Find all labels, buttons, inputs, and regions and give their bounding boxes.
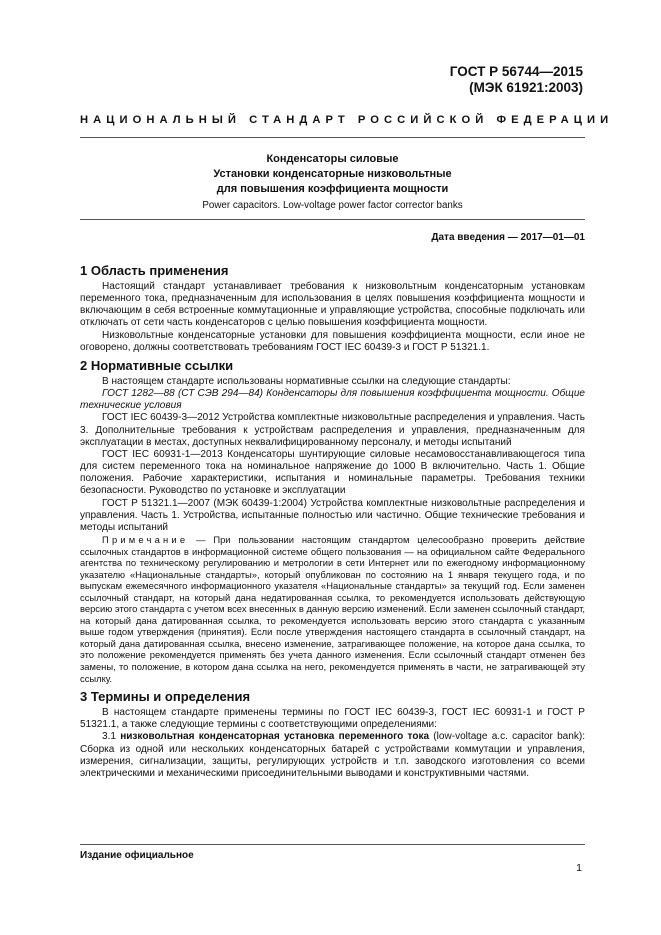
note-label: Примечание bbox=[102, 533, 189, 545]
title-line-2: Установки конденсаторные низковольтные bbox=[213, 168, 452, 180]
section-2-paragraph-1: В настоящем стандарте использованы нормативные ссылки на следующие стандарты: bbox=[102, 375, 511, 387]
title-line-1: Конденсаторы силовые bbox=[266, 153, 399, 165]
standard-number-block bbox=[450, 64, 583, 96]
term-number: 3.1 bbox=[102, 731, 121, 743]
title-line-3: для повышения коэффициента мощности bbox=[216, 183, 449, 195]
page-number: 1 bbox=[576, 862, 582, 874]
introduction-date: Дата введения — 2017—01—01 bbox=[431, 232, 585, 243]
iec-number: (МЭК 61921:2003) bbox=[469, 80, 583, 95]
section-2-reference-gost-1282: ГОСТ 1282—88 (СТ СЭВ 294—84) Конденсаторы для повышения коэффициента мощности. Общие технические условия bbox=[80, 388, 585, 412]
document-body bbox=[80, 262, 585, 780]
section-2-reference-iec-60931-1: ГОСТ IEC 60931-1—2013 Конденсаторы шунтирующие силовые несамовосстанавливающегося типа для систем переменного тока на номинальное напряжение до 1000 В включительно. Часть 1. Общие положения. Рабочие характеристики, испытания и номинальные параметры. Требования техники безопасности. Руководство по установке и эксплуатации bbox=[80, 448, 585, 497]
footer-divider bbox=[80, 844, 585, 845]
section-2-reference-iec-60439-3: ГОСТ IEC 60439-3—2012 Устройства комплектные низковольтные распределения и управления. Часть 3. Дополнительные требования к устройствам распределения и управления, предназначенным для эксплуатации в местах, доступных неквалифицированному персоналу, и методы испытаний bbox=[80, 412, 585, 448]
section-2-note bbox=[80, 534, 585, 684]
national-standard-banner: НАЦИОНАЛЬНЫЙ СТАНДАРТ РОССИЙСКОЙ ФЕДЕРАЦИИ bbox=[80, 114, 614, 126]
section-1-paragraph-1: Настоящий стандарт устанавливает требования к низковольтным конденсаторным установкам переменного тока, предназначенным для использования в целях повышения коэффициента мощности и включающим в себя встроенные коммутационные и управляющие устройства, способные подключать или отключать от сети часть конденсаторов с целью повышения коэффициента мощности. bbox=[80, 281, 585, 329]
header-divider bbox=[80, 137, 585, 138]
title-block bbox=[80, 152, 585, 213]
title-divider bbox=[80, 219, 585, 220]
note-text: — При пользовании настоящим стандартом целесообразно проверить действие ссылочных стандартов в информационной системе общего пользования — на официальном сайте Федерального агентства по техническому регулированию и метрологии в сети Интернет или по ежегодному информационному указателю «Национальные стандарты», который опубликован по состоянию на 1 января текущего года, и по выпускам ежемесячного информационного указателя «Национальные стандарты» за текущий год. Если заменен ссылочный стандарт, на который дана недатированная ссылка, то рекомендуется использовать действующую версию этого стандарта с учетом всех внесенных в данную версию изменений. Если заменен ссылочный стандарт, на который дана датированная ссылка, то рекомендуется использовать версию этого стандарта с указанным выше годом утверждения (принятия). Если после утверждения настоящего стандарта в ссылочный стандарт, на который дана датированная ссылка, внесено изменение, затрагивающее положение, на которое дана ссылка, то это положение рекомендуется применять без учета данного изменения. Если ссылочный стандарт отменен без замены, то положение, в котором дана ссылка на него, рекомендуется применять в части, не затрагивающей эту ссылку. bbox=[80, 533, 585, 684]
section-2-reference-51321-1: ГОСТ Р 51321.1—2007 (МЭК 60439-1:2004) Устройства комплектные низковольтные распределения и управления. Часть 1. Устройства, испытанные полностью или частично. Общие технические требования и методы испытаний bbox=[80, 497, 585, 533]
term-name: низковольтная конденсаторная установка переменного тока bbox=[120, 731, 430, 743]
section-1-paragraph-2: Низковольтные конденсаторные установки для повышения коэффициента мощности, если иное не оговорено, должны соответствовать требованиям ГОСТ IEC 60439-3 и ГОСТ Р 51321.1. bbox=[80, 329, 585, 353]
title-english: Power capacitors. Low-voltage power factor corrector banks bbox=[202, 200, 463, 211]
official-edition-label: Издание официальное bbox=[80, 850, 194, 861]
section-1-heading: 1 Область применения bbox=[80, 263, 229, 278]
section-3-heading: 3 Термины и определения bbox=[80, 689, 251, 705]
term-definition: (low-voltage a.c. capacitor bank): Сборка из одной или нескольких конденсаторных батарей с устройствами коммутации и управления, измерения, сигнализации, защиты, регулирующих устройств и т.п. заводского изготовления со всеми электрическими и механическими присоединительными выводами и конструктивными частями. bbox=[80, 731, 586, 779]
section-2-heading: 2 Нормативные ссылки bbox=[80, 357, 234, 373]
section-3-term-3-1 bbox=[80, 731, 585, 780]
section-3-paragraph-1: В настоящем стандарте применены термины по ГОСТ IEC 60439-3, ГОСТ IEC 60931-1 и ГОСТ Р 51321.1, а также следующие термины с соответствующими определениями: bbox=[80, 707, 585, 731]
standard-number: ГОСТ Р 56744—2015 bbox=[449, 64, 583, 79]
